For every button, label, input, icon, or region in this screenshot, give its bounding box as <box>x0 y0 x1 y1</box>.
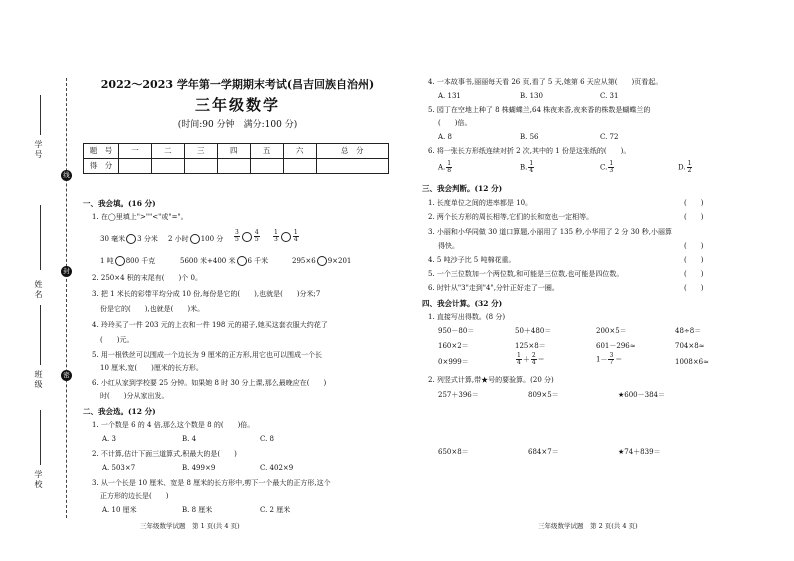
score-cell[interactable] <box>217 159 250 174</box>
s1-q1-item: 2 小时 100 分 <box>168 235 224 243</box>
name-label: 姓名 <box>34 280 43 300</box>
s1-q1-item: $\frac{1}{3}$ $\frac{1}{4}$ <box>274 229 298 243</box>
section-2-title: 二、我会选。(12 分) <box>83 407 156 416</box>
score-cell[interactable] <box>119 159 152 174</box>
s1-q4: 4. 玲玲买了一件 203 元的上衣和一件 198 元的裙子,她买这套衣服大约花了 <box>92 321 328 329</box>
s2-q4: 4. 一本故事书,丽丽每天看 26 页,看了 5 天,她第 6 天应从第( )页看起。 <box>428 78 663 86</box>
score-header: 三 <box>184 144 217 159</box>
s1-q1-item: 1 吨 800 千克 <box>100 257 156 265</box>
judge-item-cont: 得快。 <box>438 242 459 250</box>
answer-paren[interactable]: ( ) <box>684 270 704 278</box>
judge-item: 5. 一个三位数加一个两位数,和可能是三位数,也可能是四位数。 <box>428 270 624 278</box>
option[interactable]: C. $\frac{1}{3}$ <box>600 160 614 174</box>
s1-q6: 6. 小红从家到学校要 25 分钟。如果她 8 时 30 分上课,那么最晚应在( ) <box>92 379 327 387</box>
page-footer: 三年级数学试题 第 2 页(共 4 页) <box>538 522 638 530</box>
option[interactable]: B. $\frac{1}{4}$ <box>520 160 534 174</box>
option[interactable]: C. 31 <box>600 92 619 100</box>
score-header: 二 <box>151 144 184 159</box>
option[interactable]: B. 499×9 <box>182 464 216 472</box>
s1-q1-item: 30 毫米 3 分米 <box>100 235 158 243</box>
s2-q2: 2. 不计算,估计下面三道算式,积最大的是( ) <box>92 450 237 458</box>
s2-q3-cont: 正方形的边长是( ) <box>100 492 169 500</box>
oral-calc: 950－80＝ <box>438 327 475 335</box>
answer-paren[interactable]: ( ) <box>684 213 704 221</box>
score-header: 一 <box>119 144 152 159</box>
option[interactable]: C. 2 厘米 <box>260 506 291 514</box>
option[interactable]: C. 72 <box>600 133 619 141</box>
score-cell[interactable] <box>151 159 184 174</box>
student-id-label: 学号 <box>34 140 43 160</box>
judge-item: 6. 时针从"3"走到"4",分针正好走了一圈。 <box>428 284 559 292</box>
oral-calc: 704×8≈ <box>675 342 705 350</box>
s2-q6: 6. 将一张长方形纸连续对折 2 次,其中的 1 份是这张纸的( )。 <box>428 147 631 155</box>
answer-paren[interactable]: ( ) <box>684 284 704 292</box>
option[interactable]: B. 130 <box>520 92 543 100</box>
option[interactable]: D. $\frac{1}{2}$ <box>678 160 692 174</box>
s2-q1: 1. 一个数是 6 的 4 倍,那么这个数是 8 的( )倍。 <box>92 421 255 429</box>
option[interactable]: C. 8 <box>260 435 275 443</box>
s1-q6-cont: 时( )分从家出发。 <box>100 392 169 400</box>
s1-q5: 5. 用一根铁丝可以围成一个边长为 9 厘米的正方形,用它也可以围成一个长 <box>92 351 323 359</box>
answer-paren[interactable]: ( ) <box>684 199 704 207</box>
vertical-calc: ★74＋839＝ <box>618 448 661 456</box>
section-4-title: 四、我会计算。(32 分) <box>422 299 503 308</box>
score-header: 五 <box>250 144 283 159</box>
score-header: 题 号 <box>84 144 119 159</box>
oral-calc: 125×8＝ <box>515 342 546 350</box>
cut-line <box>66 78 67 518</box>
s1-q1-item: 295×6 9×201 <box>292 257 352 265</box>
school-label: 学校 <box>34 470 43 490</box>
s1-q3-cont: 份是它的( ),也就是( )米。 <box>100 305 205 313</box>
oral-calc: 48÷8＝ <box>675 327 702 335</box>
option[interactable]: C. 402×9 <box>260 464 294 472</box>
student-id-line <box>40 95 41 135</box>
option[interactable]: B. 56 <box>520 133 539 141</box>
subject-title: 三年级数学 <box>194 96 280 114</box>
score-cell[interactable] <box>250 159 283 174</box>
s1-q4-cont: ( )元。 <box>100 336 134 344</box>
binding-margin <box>0 0 74 561</box>
s1-q1-item: 5600 米+400 米 6 千米 <box>180 257 269 265</box>
vertical-calc: 809×5＝ <box>528 391 559 399</box>
class-label: 班级 <box>34 370 43 390</box>
oral-calc-fraction: 1－ $\frac{3}{7}$ ＝ <box>596 352 623 366</box>
score-header: 六 <box>283 144 316 159</box>
option[interactable]: A. 8 <box>438 133 452 141</box>
option[interactable]: A. 10 厘米 <box>102 506 137 514</box>
oral-calc: 50＋480＝ <box>515 327 552 335</box>
page-1 <box>80 0 400 561</box>
option[interactable]: A. 131 <box>438 92 461 100</box>
school-line <box>40 410 41 465</box>
oral-calc: 0×999＝ <box>438 358 469 366</box>
option[interactable]: A. 3 <box>102 435 116 443</box>
score-header: 四 <box>217 144 250 159</box>
score-row <box>84 159 389 174</box>
oral-calc: 601－296≈ <box>596 342 636 350</box>
oral-calc: 1008×6≈ <box>675 358 709 366</box>
page-2 <box>422 0 758 561</box>
page-footer: 三年级数学试题 第 1 页(共 4 页) <box>140 522 240 530</box>
score-cell[interactable] <box>316 159 388 174</box>
s2-q5-cont: ( )倍。 <box>438 119 472 127</box>
oral-calc: 200×5＝ <box>596 327 627 335</box>
s1-q1: 1. 在◯里填上">""<"或"="。 <box>92 213 188 221</box>
section-3-title: 三、我会判断。(12 分) <box>422 184 503 193</box>
option[interactable]: A. 503×7 <box>102 464 136 472</box>
judge-item: 3. 小丽和小华同做 30 道口算题,小丽用了 135 秒,小华用了 2 分 30 秒,小丽算 <box>428 228 673 236</box>
oral-calc-fraction: $\frac{1}{4}$ ＋ $\frac{2}{4}$ ＝ <box>517 352 545 366</box>
s4-q1: 1. 直接写出得数。(8 分) <box>428 313 506 321</box>
option[interactable]: A. $\frac{1}{8}$ <box>438 160 452 174</box>
s1-q3: 3. 把 1 米长的彩带平均分成 10 份,每份是它的( ),也就是( )分米;7 <box>92 290 321 298</box>
option[interactable]: B. 4 <box>182 435 197 443</box>
vertical-calc: ★600－384＝ <box>618 391 665 399</box>
s2-q5: 5. 园丁在空地上种了 8 株蝴蝶兰,64 株夜来香,夜来香的株数是蝴蝶兰的 <box>428 106 651 114</box>
score-cell[interactable] <box>184 159 217 174</box>
exam-title: 2022～2023 学年第一学期期末考试(昌吉回族自治州) <box>100 78 375 91</box>
seal-line: 线 <box>61 170 72 181</box>
score-table <box>83 143 389 174</box>
s4-q2: 2. 列竖式计算,带★号的要验算。(20 分) <box>428 376 554 384</box>
s1-q2: 2. 250×4 积的末尾有( )个 0。 <box>92 274 202 282</box>
answer-paren[interactable]: ( ) <box>684 242 704 250</box>
option[interactable]: B. 8 厘米 <box>182 506 213 514</box>
judge-item: 1. 长度单位之间的进率都是 10。 <box>428 199 533 207</box>
judge-item: 4. 5 吨沙子比 5 吨棉花重。 <box>428 256 516 264</box>
class-line <box>40 305 41 365</box>
vertical-calc: 650×8＝ <box>438 448 469 456</box>
section-1-title: 一、我会填。(16 分) <box>83 199 156 208</box>
s1-q1-item: $\frac{3}{5}$ $\frac{4}{5}$ <box>235 229 259 243</box>
time-info: (时间:90 分钟 满分:100 分) <box>177 120 298 130</box>
vertical-calc: 684×7＝ <box>528 448 559 456</box>
score-header-row <box>84 144 389 159</box>
vertical-calc: 257＋396＝ <box>438 391 479 399</box>
judge-item: 2. 两个长方形的周长相等,它们的长和宽也一定相等。 <box>428 213 594 221</box>
score-header: 总 分 <box>316 144 388 159</box>
oral-calc: 160×2＝ <box>438 342 469 350</box>
answer-paren[interactable]: ( ) <box>684 256 704 264</box>
seal-seal: 封 <box>61 266 72 277</box>
name-line <box>40 205 41 270</box>
s2-q3: 3. 从一个长是 10 厘米、宽是 8 厘米的长方形中,剪下一个最大的正方形,这个 <box>92 479 331 487</box>
score-cell[interactable] <box>283 159 316 174</box>
s1-q5-cont: 10 厘米,宽( )厘米的长方形。 <box>100 364 203 372</box>
score-row-label: 得 分 <box>84 159 119 174</box>
seal-secret: 密 <box>61 370 72 381</box>
